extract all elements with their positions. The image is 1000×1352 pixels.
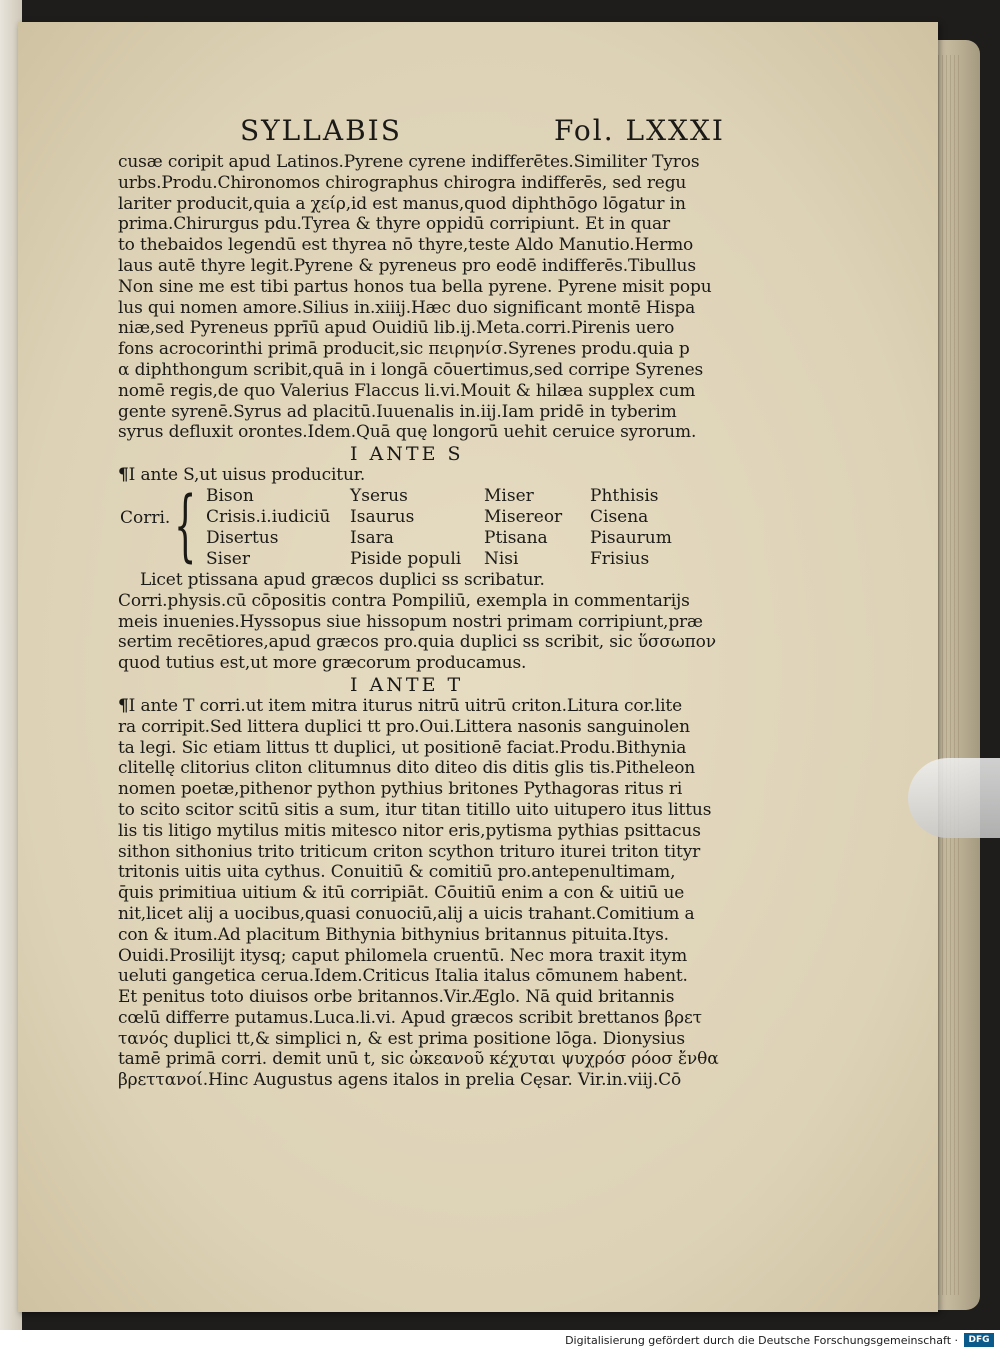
table-cell: Ptisana — [484, 527, 548, 548]
text-line: nomen poetæ,pithenor python pythius britones Pythagoras ritus ri — [118, 779, 683, 800]
funding-credit: Digitalisierung gefördert durch die Deutsche Forschungsgemeinschaft · — [565, 1334, 958, 1347]
text-line: βρεττανοί.Hinc Augustus agens italos in prelia Cęsar. Vir.in.viij.Cō — [118, 1070, 682, 1091]
folio-number: Fol. LXXXI — [554, 114, 725, 147]
text-line: sithon sithonius trito triticum criton scython trituro iturei triton tityr — [118, 841, 701, 862]
text-line: cusæ coripit apud Latinos.Pyrene cyrene indifferētes.Similiter Tyros — [118, 152, 700, 172]
text-line: syrus defluxit orontes.Idem.Quā quę longorū uehit ceruice syrorum. — [118, 422, 697, 443]
text-line: lis tis litigo mytilus mitis mitesco nitor eris,pytisma pythias psittacus — [118, 820, 701, 841]
rule-line — [118, 465, 768, 486]
text-line: con & itum.Ad placitum Bithynia bithynius britannus pituita.Itys. — [118, 924, 669, 945]
text-line: α diphthongum scribit,quā in i longā cōuertimus,sed corripe Syrenes — [118, 359, 704, 380]
text-line: ueluti gangetica cerua.Idem.Criticus Italia italus cōmunem habent. — [118, 966, 688, 987]
table-cell: Misereor — [484, 506, 563, 527]
table-cell: Pisaurum — [590, 527, 672, 548]
text-block-3 — [118, 696, 768, 1091]
table-cell: Cisena — [590, 506, 649, 527]
section-heading: I ANTE T — [350, 673, 464, 696]
table-cell: Frisius — [590, 548, 650, 569]
text-line: quod tutius est,ut more græcorum producamus. — [118, 653, 527, 674]
text-line: laus autē thyre legit.Pyrene & pyreneus pro eodē indifferēs.Tibullus — [118, 255, 696, 276]
text-line: niæ,sed Pyreneus pprīū apud Ouidiū lib.ij.Meta.corri.Pirenis uero — [118, 318, 675, 339]
table-cell: Siser — [206, 548, 250, 569]
word-table — [118, 480, 768, 571]
text-line: τανός duplici tt,& simplici n, & est prima positione lōga. Dionysius — [118, 1028, 685, 1049]
table-cell: Isara — [350, 527, 394, 548]
text-line: cœlū differre putamus.Luca.li.vi. Apud græcos scribit brettanos βρετ — [118, 1007, 702, 1028]
text-line: ta legi. Sic etiam littus tt duplici, ut positionē faciat.Produ.Bithynia — [118, 737, 687, 758]
table-label: Corri. — [120, 507, 171, 528]
text-line: nit,licet alij a uocibus,quasi conuociū,alij a uicis trahant.Comitium a — [118, 903, 695, 924]
text-line: Licet ptissana apud græcos duplici ss scribatur. — [140, 569, 545, 590]
text-line: q̄uis primitiua uitium & itū corripiāt. Cōuitiū enim a con & uitiū ue — [118, 883, 685, 904]
page-text — [118, 112, 768, 1091]
table-cell: Crisis.i.iudiciū — [206, 506, 331, 527]
text-line: meis inuenies.Hyssopus siue hissopum nostri primam corripiunt,præ — [118, 611, 703, 632]
text-line: Non sine me est tibi partus honos tua bella pyrene. Pyrene misit popu — [118, 276, 712, 297]
text-line: Et penitus toto diuisos orbe britannos.Vir.Æglo. Nā quid britannis — [118, 987, 675, 1008]
running-title: SYLLABIS — [240, 114, 402, 147]
rule-text: I ante S,ut uisus producitur. — [128, 465, 366, 486]
text-block-2 — [118, 570, 768, 674]
text-line: prima.Chirurgus pdu.Tyrea & thyre oppidū corripiunt. Et in quar — [118, 214, 671, 235]
text-line: to thebaidos legendū est thyrea nō thyre,teste Aldo Manutio.Hermo — [118, 235, 694, 256]
text-line: to scito scitor scitū sitis a sum, itur titan titillo uito uitupero itus littus — [118, 799, 712, 820]
text-line: nomē regis,de quo Valerius Flaccus li.vi.Mouit & hilæa supplex cum — [118, 380, 696, 401]
text-block-1 — [118, 152, 768, 443]
table-cell: Phthisis — [590, 485, 659, 506]
table-cell: Piside populi — [350, 548, 462, 569]
text-line: sertim recētiores,apud græcos pro.quia duplici ss scribit, sic ὕσσωπον — [118, 632, 716, 653]
text-line-content: I ante T corri.ut item mitra iturus nitrū uitrū criton.Litura cor.lite — [128, 695, 683, 716]
brace-icon: { — [174, 480, 197, 571]
text-line: lariter producit,quia a χείρ,id est manus,quod diphthōgo lōgatur in — [118, 193, 686, 214]
text-line: tritonis uitis uita cythus. Conuitiū & comitiū pro.antepenultimam, — [118, 862, 676, 883]
text-line: lus qui nomen amore.Silius in.xiiij.Hæc duo significant montē Hispa — [118, 297, 696, 318]
table-cell: Disertus — [206, 527, 279, 548]
text-line: gente syrenē.Syrus ad placitū.Iuuenalis in.iij.Iam pridē in tyberim — [118, 401, 677, 422]
dfg-logo: DFG — [964, 1333, 994, 1347]
text-line: urbs.Produ.Chironomos chirographus chirogra indifferēs, sed regu — [118, 172, 687, 193]
text-line: clitellę clitorius cliton clitumnus dito diteo dis ditis glis tis.Pitheleon — [118, 758, 696, 779]
running-header — [118, 112, 768, 152]
table-cell: Isaurus — [350, 506, 415, 527]
text-line: Ouidi.Prosilijt itysq; caput philomela cruentū. Nec mora traxit itym — [118, 945, 688, 966]
text-line — [118, 696, 768, 717]
pilcrow-icon: ¶ — [118, 465, 129, 486]
section-heading: I ANTE S — [350, 443, 464, 466]
table-cell: Miser — [484, 485, 534, 506]
pilcrow-icon: ¶ — [118, 695, 129, 716]
table-cell: Yserus — [350, 485, 408, 506]
text-line: Corri.physis.cū cōpositis contra Pompiliū, exempla in commentarijs — [118, 590, 690, 611]
text-line: ra corripit.Sed littera duplici tt pro.Oui.Littera nasonis sanguinolen — [118, 716, 690, 737]
page-clip — [908, 758, 1000, 838]
table-cell: Nisi — [484, 548, 519, 569]
text-line: tamē primā corri. demit unū t, sic ὠκεανοῦ κέχυται ψυχρόσ ρόοσ ἔνθα — [118, 1049, 719, 1070]
text-line: fons acrocorinthi primā producit,sic πειρηνίσ.Syrenes produ.quia p — [118, 339, 690, 360]
table-cell: Bison — [206, 485, 254, 506]
